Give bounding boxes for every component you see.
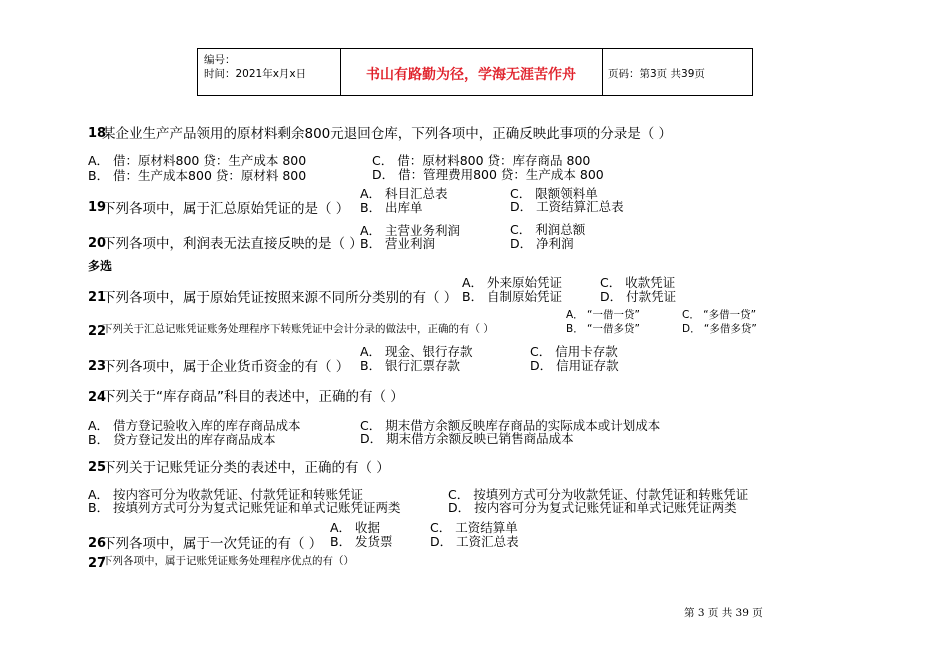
option-c: C． “多借一贷”: [682, 309, 757, 321]
option-d: D． 信用证存款: [530, 358, 619, 373]
question-number: 22: [88, 324, 107, 339]
option-c: C． 工资结算单: [430, 520, 518, 535]
question-number: 18: [88, 126, 107, 141]
time-label: 时间：2021年x月x日: [204, 68, 307, 80]
question-text: 下列各项中，利润表无法直接反映的是（ ）: [102, 236, 363, 252]
option-d: D． 工资结算汇总表: [510, 199, 624, 214]
question-number: 24: [88, 390, 107, 405]
option-c: C． 按填列方式可分为收款凭证、付款凭证和转账凭证: [448, 487, 749, 502]
question-number: 20: [88, 236, 107, 251]
header-table: [197, 48, 753, 96]
question-number: 27: [88, 556, 107, 571]
option-b: B． 贷方登记发出的库存商品成本: [88, 432, 276, 447]
option-c: C． 借：原材料800 贷：库存商品 800: [372, 153, 591, 168]
option-c: C． 收款凭证: [600, 275, 676, 290]
page-info: 页码：第3页 共39页: [608, 68, 705, 80]
question-text: 下列各项中，属于汇总原始凭证的是（ ）: [102, 201, 350, 217]
motto: 书山有路勤为径，学海无涯苦作舟: [366, 67, 576, 83]
question-text: 下列各项中，属于记账凭证账务处理程序优点的有（）: [102, 555, 354, 567]
option-b: B． “一借多贷”: [566, 323, 640, 335]
question-text: 下列各项中，属于企业货币资金的有（ ）: [102, 359, 350, 375]
option-d: D． 期末借方余额反映已销售商品成本: [360, 431, 574, 446]
option-b: B． 发货票: [330, 534, 393, 549]
question-number: 25: [88, 460, 107, 475]
question-text: 下列关于“库存商品”科目的表述中，正确的有（ ）: [102, 389, 404, 405]
option-c: C． 限额领料单: [510, 186, 598, 201]
option-d: D． 付款凭证: [600, 289, 677, 304]
page-footer: 第 3 页 共 39 页: [684, 607, 763, 619]
question-number: 21: [88, 290, 107, 305]
option-b: B． 银行汇票存款: [360, 358, 461, 373]
question-text: 下列关于记账凭证分类的表述中，正确的有（ ）: [102, 460, 390, 476]
option-a: A． 现金、银行存款: [360, 344, 473, 359]
section-title: 多选: [88, 259, 113, 273]
question-number: 26: [88, 536, 107, 551]
option-a: A． 外来原始凭证: [462, 275, 563, 290]
option-b: B． 自制原始凭证: [462, 289, 563, 304]
option-a: A． 按内容可分为收款凭证、付款凭证和转账凭证: [88, 487, 364, 502]
question-text: 下列关于汇总记账凭证账务处理程序下转账凭证中会计分录的做法中，正确的有（ ）: [102, 323, 494, 335]
option-c: C． 利润总额: [510, 222, 586, 237]
option-b: B． 营业利润: [360, 236, 436, 251]
option-b: B． 按填列方式可分为复式记账凭证和单式记账凭证两类: [88, 500, 401, 515]
option-a: A． 科目汇总表: [360, 186, 448, 201]
question-number: 19: [88, 200, 107, 215]
option-a: A． “一借一贷”: [566, 309, 640, 321]
header-motto-cell: [340, 49, 603, 95]
question-text: 某企业生产产品领用的原材料剩余800元退回仓库，下列各项中，正确反映此事项的分录是（ ）: [102, 126, 673, 142]
question-text: 下列各项中，属于原始凭证按照来源不同所分类别的有（ ）: [102, 290, 458, 306]
header-info-cell: [198, 49, 341, 95]
option-a: A． 借方登记验收入库的库存商品成本: [88, 418, 301, 433]
question-text: 下列各项中，属于一次凭证的有（ ）: [102, 536, 323, 552]
option-c: C． 信用卡存款: [530, 344, 618, 359]
option-d: D． 工资汇总表: [430, 534, 519, 549]
serial-label: 编号：: [204, 54, 236, 66]
option-d: D． 净利润: [510, 236, 574, 251]
option-b: B． 出库单: [360, 200, 423, 215]
option-c: C． 期末借方余额反映库存商品的实际成本或计划成本: [360, 418, 661, 433]
option-d: D． 按内容可分为复式记账凭证和单式记账凭证两类: [448, 500, 737, 515]
question-number: 23: [88, 359, 107, 374]
option-d: D． 借：管理费用800 贷：生产成本 800: [372, 167, 604, 182]
option-a: A． 收据: [330, 520, 381, 535]
header-page-cell: [602, 49, 752, 95]
option-b: B． 借：生产成本800 贷：原材料 800: [88, 168, 307, 183]
option-a: A． 主营业务利润: [360, 223, 461, 238]
option-a: A． 借：原材料800 贷：生产成本 800: [88, 153, 307, 168]
option-d: D． “多借多贷”: [682, 323, 757, 335]
